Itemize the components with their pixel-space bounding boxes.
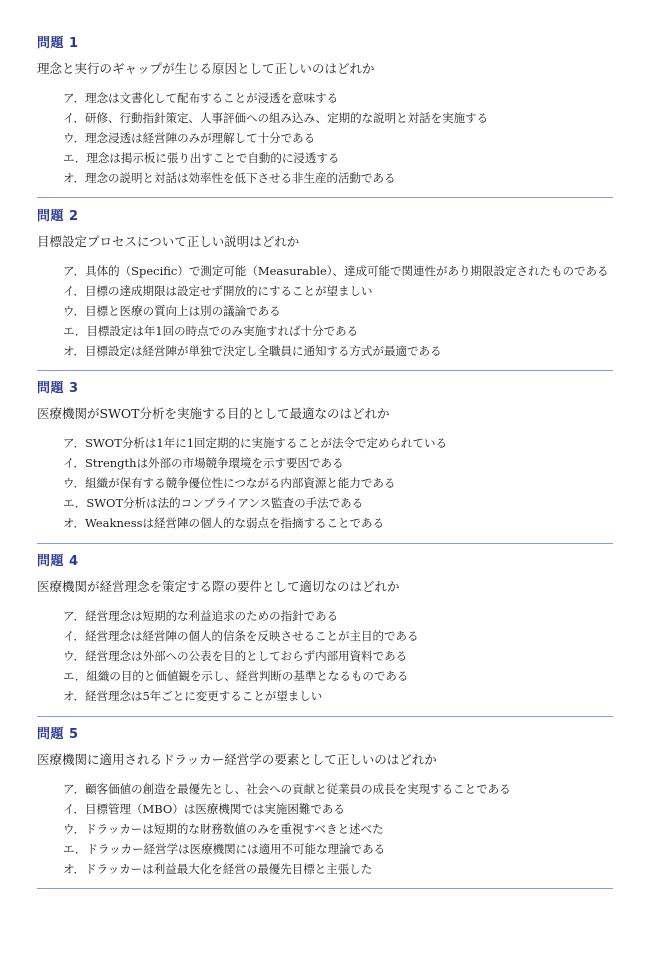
question-text: 医療機関がSWOT分析を実施する目的として最適なのはどれか [37, 406, 390, 421]
option-e: エ．目標設定は年1回の時点でのみ実施すれば十分である [63, 324, 359, 338]
option-list [37, 606, 613, 706]
option-u: ウ．理念浸透は経営陣のみが理解して十分である [63, 131, 316, 145]
option-i: イ．目標管理（MBO）は医療機関では実施困難である [63, 802, 345, 816]
divider [37, 716, 613, 717]
option-i: イ．目標の達成期限は設定せず開放的にすることが望ましい [63, 284, 373, 298]
question-5 [37, 727, 613, 879]
question-text: 医療機関が経営理念を策定する際の要件として適切なのはどれか [37, 579, 400, 594]
option-i: イ．研修、行動指針策定、人事評価への組み込み、定期的な説明と対話を実施する [63, 111, 489, 125]
option-a: ア．具体的（Specific）で測定可能（Measurable）、達成可能で関連性があり期限設定されたものである [63, 264, 609, 278]
option-list [37, 779, 613, 879]
option-a: ア．SWOT分析は1年に1回定期的に実施することが法令で定められている [63, 436, 448, 450]
divider [37, 370, 613, 371]
option-u: ウ．目標と医療の質向上は別の議論である [63, 304, 281, 318]
option-list [37, 88, 613, 188]
option-i: イ．Strengthは外部の市場競争環境を示す要因である [63, 456, 344, 470]
question-4 [37, 554, 613, 706]
question-title: 問題 3 [37, 381, 79, 396]
option-o: オ．理念の説明と対話は効率性を低下させる非生産的活動である [63, 171, 396, 185]
question-title: 問題 5 [37, 727, 79, 742]
divider [37, 197, 613, 198]
option-u: ウ．経営理念は外部への公表を目的としておらず内部用資料である [63, 649, 408, 663]
option-u: ウ．ドラッカーは短期的な財務数値のみを重視すべきと述べた [63, 822, 384, 836]
option-o: オ．Weaknessは経営陣の個人的な弱点を指摘することである [63, 516, 384, 530]
question-2 [37, 209, 613, 361]
option-a: ア．経営理念は短期的な利益追求のための指針である [63, 609, 339, 623]
option-o: オ．目標設定は経営陣が単独で決定し全職員に通知する方式が最適である [63, 344, 442, 358]
question-title: 問題 2 [37, 209, 79, 224]
question-text: 医療機関に適用されるドラッカー経営学の要素として正しいのはどれか [37, 752, 437, 767]
option-e: エ．理念は掲示板に張り出すことで自動的に浸透する [63, 151, 340, 165]
option-list [37, 433, 613, 533]
question-1 [37, 36, 613, 188]
option-list [37, 261, 613, 361]
divider [37, 888, 613, 889]
question-text: 理念と実行のギャップが生じる原因として正しいのはどれか [37, 61, 375, 76]
divider [37, 543, 613, 544]
option-a: ア．理念は文書化して配布することが浸透を意味する [63, 91, 339, 105]
option-i: イ．経営理念は経営陣の個人的信条を反映させることが主目的である [63, 629, 419, 643]
question-text: 目標設定プロセスについて正しい説明はどれか [37, 234, 300, 249]
question-3 [37, 381, 613, 533]
option-a: ア．顧客価値の創造を最優先とし、社会への貢献と従業員の成長を実現することである [63, 782, 511, 796]
option-u: ウ．組織が保有する競争優位性につながる内部資源と能力である [63, 476, 396, 490]
option-e: エ．組織の目的と価値観を示し、経営判断の基準となるものである [63, 669, 409, 683]
question-title: 問題 4 [37, 554, 79, 569]
option-o: オ．経営理念は5年ごとに変更することが望ましい [63, 689, 323, 703]
option-e: エ．ドラッカー経営学は医療機関には適用不可能な理論である [63, 842, 386, 856]
option-e: エ．SWOT分析は法的コンプライアンス監査の手法である [63, 496, 364, 510]
option-o: オ．ドラッカーは利益最大化を経営の最優先目標と主張した [63, 862, 373, 876]
question-title: 問題 1 [37, 36, 79, 51]
